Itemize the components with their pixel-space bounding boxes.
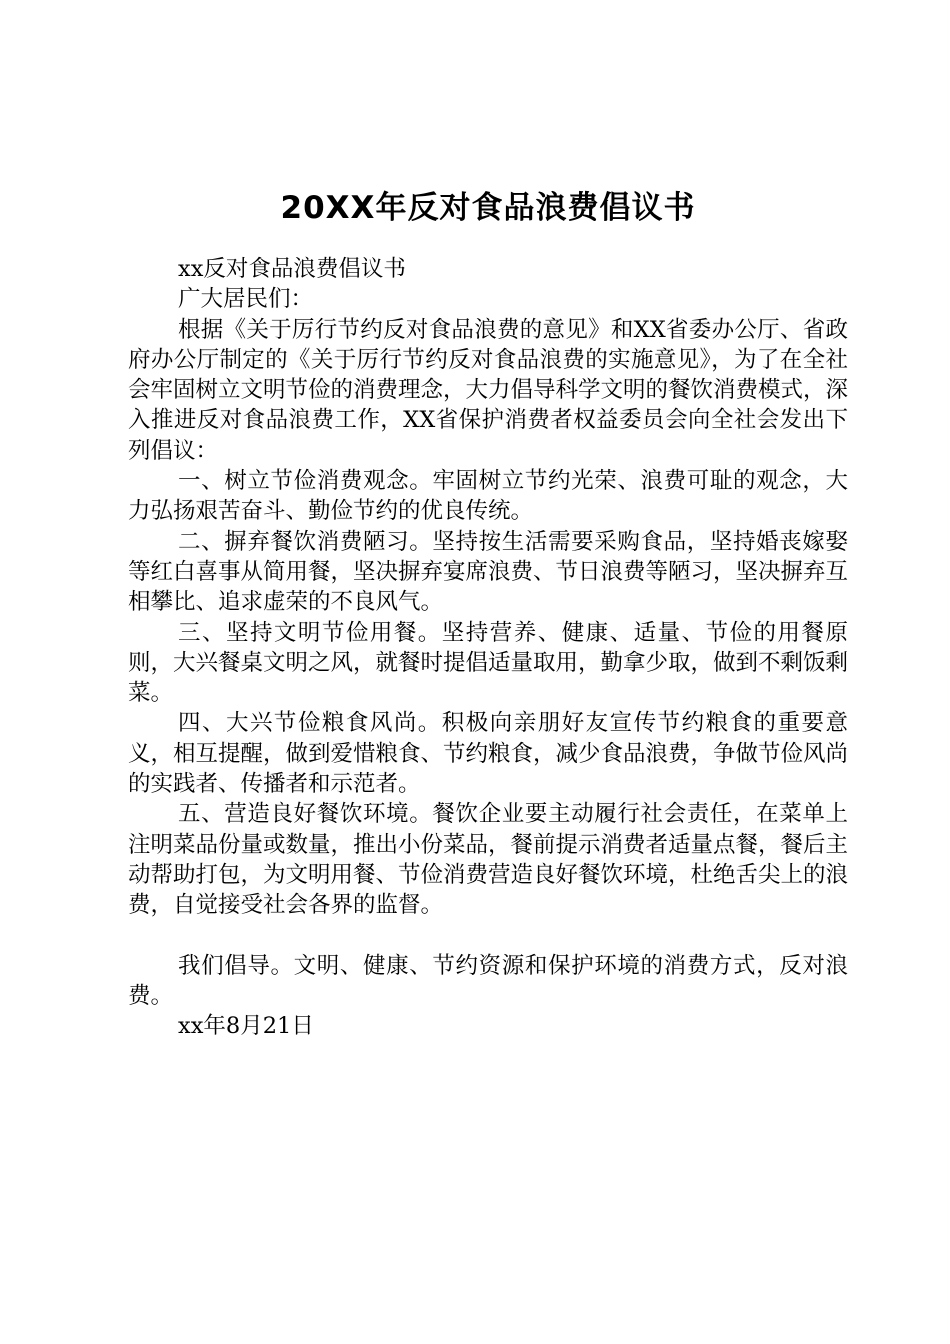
proposal-item-1: 一、树立节俭消费观念。牢固树立节约光荣、浪费可耻的观念，大力弘扬艰苦奋斗、勤俭节约的优良传统。 <box>128 468 848 525</box>
intro-paragraph: 根据《关于厉行节约反对食品浪费的意见》和XX省委办公厅、省政府办公厅制定的《关于厉行节约反对食品浪费的实施意见》，为了在全社会牢固树立文明节俭的消费理念，大力倡导科学文明的餐饮消费模式，深入推进反对食品浪费工作，XX省保护消费者权益委员会向全社会发出下列倡议： <box>128 316 849 464</box>
document-body <box>128 254 848 1041</box>
greeting: 广大居民们： <box>178 286 314 313</box>
proposal-item-5: 五、营造良好餐饮环境。餐饮企业要主动履行社会责任，在菜单上注明菜品份量或数量，推出小份菜品，餐前提示消费者适量点餐，餐后主动帮助打包，为文明用餐、节俭消费营造良好餐饮环境，杜绝舌尖上的浪费，自觉接受社会各界的监督。 <box>128 801 849 919</box>
document-page <box>128 182 848 1041</box>
document-date: xx年8月21日 <box>178 1013 314 1040</box>
document-title: 20XX年反对食品浪费倡议书 <box>280 190 696 226</box>
document-subtitle: xx反对食品浪费倡议书 <box>178 256 406 282</box>
proposal-item-2: 二、摒弃餐饮消费陋习。坚持按生活需要采购食品，坚持婚丧嫁娶等红白喜事从简用餐，坚决摒弃宴席浪费、节日浪费等陋习，坚决摒弃互相攀比、追求虚荣的不良风气。 <box>128 528 849 616</box>
proposal-item-3: 三、坚持文明节俭用餐。坚持营养、健康、适量、节俭的用餐原则，大兴餐桌文明之风，就餐时提倡适量取用，勤拿少取，做到不剩饭剩菜。 <box>128 619 849 707</box>
closing-paragraph: 我们倡导。文明、健康、节约资源和保护环境的消费方式，反对浪费。 <box>128 952 848 1009</box>
proposal-item-4: 四、大兴节俭粮食风尚。积极向亲朋好友宣传节约粮食的重要意义，相互提醒，做到爱惜粮食、节约粮食，减少食品浪费，争做节俭风尚的实践者、传播者和示范者。 <box>128 710 849 798</box>
